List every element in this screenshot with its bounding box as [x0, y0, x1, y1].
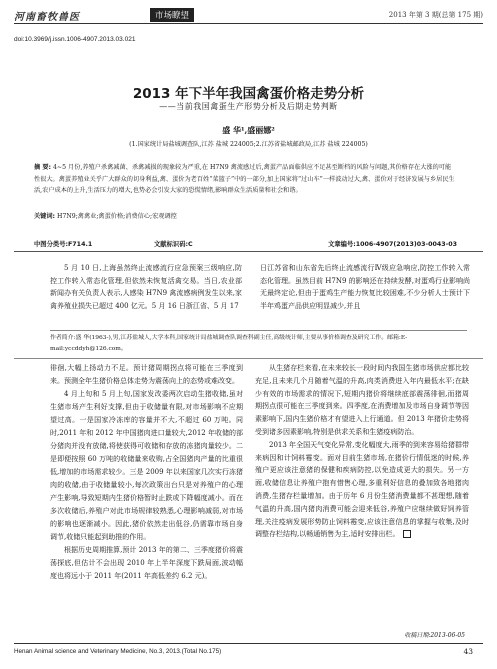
paragraph: 5 月 10 日,上海虽然终止流感流行应急预案三级响应,防控工作转入常态化管理,但依然未恢复活禽交易。当日,农业部新闻办有关负责人表示,人感染 H7N9 禽流感病例发生以来,家禽养殖业损失已超过 400 亿元。5 月 16 日浙江省、5 月 17	[50, 264, 242, 310]
paragraph: 徘徊,大幅上扬动力不足。预计猪周期拐点将可能在三季度到来。预测全年生猪价格总体走势为震荡向上的态势或难改变。	[50, 364, 243, 385]
affiliation: (1.国家统计局盐城调查队,江苏 盐城 224005;2.江苏省盐城邮政局,江苏 盐城 224005)	[129, 141, 368, 148]
divider	[14, 358, 483, 359]
author-note: 作者简介:盛 华(1963-),男,江苏盐城人,大学本科,国家统计局盐城调查队调查科副主任,高级统计师,主要从事价格调查及研究工作。邮箱:E-mail:yccddyh@126.com。	[50, 330, 467, 354]
page-number: 43	[463, 647, 473, 656]
paragraph: 根据历史周期推算,预计 2013 年的第二、三季度猪价将震荡探底,但估计不会出现 2010 年上半年深度下跌局面,波动幅度也将远小于 2011 年(2011 年高低差约 6.2 元)。	[50, 546, 243, 580]
keywords	[34, 211, 457, 220]
journal-name: 河南畜牧兽医	[14, 12, 80, 23]
paper-subtitle: ——当前我国禽蛋生产形势分析及后期走势判断	[159, 102, 338, 111]
paper-title: 2013 年下半年我国禽蛋价格走势分析	[132, 86, 365, 102]
divider	[14, 251, 483, 252]
doi: doi:10.3969/j.issn.1006-4907.2013.03.021	[14, 36, 136, 43]
paragraph: 从生猪存栏来看,在未来较长一段时间内我国生猪市场供应都比较充足,且未来几个月随着气温的升高,肉类消费进入年内最低水平;在缺少有效的市场需求的情况下,短期内猪价将继续底部震荡徘徊,而猪周期拐点很可能在三季度到来。四季度,在消费增加及市场自身调节等因素影响下,国内生猪价格才有望进入上行通道。但 2013 年猪价走势将受到诸多因素影响,特别是供求关系和生猪疫病防治。	[255, 364, 469, 436]
footer-rule	[14, 643, 483, 644]
end-mark-icon	[403, 530, 411, 538]
abstract	[34, 162, 457, 197]
abstract-label: 摘 要:	[34, 164, 52, 171]
abstract-text: 4~5 月份,养殖户杀禽减菌、杀禽减损的现象较为严重,在 H7N9 禽流感过后,禽蛋产品面临供应不足甚至断档的风险与问题,其价格存在大涨的可能性很大。禽蛋养殖业关乎广大群众的切身利益,禽、蛋价为老百姓“菜篮子”中的一部分,加上国家将“过山车”一样波动过大,禽、蛋价对于经济发展与乡居民生活,农户成本的上升,生活压力的增大,也势必会引发大家的恐慌情绪,影响群众生活质量和社会和谐。	[34, 164, 455, 195]
footer-citation: Henan Animal science and Veterinary Medicine, No.3, 2013.(Total No.175)	[14, 648, 222, 655]
article-number: 文章编号:1006-4907(2013)03-0043-03	[328, 241, 457, 248]
paragraph	[255, 439, 469, 541]
body-column-3	[50, 362, 243, 583]
issue-info: 2013 年第 3 期(总第 175 期)	[388, 11, 483, 19]
section-tag: 市场瞭望	[150, 8, 194, 22]
paragraph: 日江苏省和山东省先后终止流感流行Ⅳ级应急响应,防控工作转入常态化管理。虽然目前 H7N9 的影响还在持续发酵,对蛋鸡行业影响尚无最终定论,但由于蛋鸡生产能力恢复比较困难,不少分析人士预计下半年鸡蛋产品供应明显减少,并且	[260, 264, 470, 310]
body-column-4	[255, 362, 469, 541]
keywords-label: 关键词:	[34, 213, 56, 220]
body-column-1	[50, 262, 242, 312]
body-column-2	[260, 262, 470, 312]
received-date: 收稿日期:2013-06-05	[404, 632, 465, 639]
paragraph: 4 月上旬和 5 月上旬,国家发改委两次启动生猪收储,虽对生猪市场产生利好支撑,但由于收储量有限,对市场影响不应期望过高。一是国家冷冻库的容量并不大,不超过 60 万吨。同时,2011 年和 2012 年中国猪肉进口量较大,2012 年收储的部分猪肉并没有放储,将使获得可收储和存放的冻猪肉量较少。二是即便按照 60 万吨的收储量来收购,占全国猪肉产量的比重很低,增加的市场需求较少。三是 2009 年以来国家几次实行冻猪肉的收储,由于收储量较小,每次政策出台只是对养殖户的心理产生影响,导致短期内生猪价格暂时止跌或下降幅度减小。而在多次收储后,养殖户对此市场规律较熟悉,心理影响减弱,对市场的影响也逐渐减小。因此,猪价依然走出低谷,仍需靠市场自身调节,收储只能起到助推的作用。	[50, 390, 243, 541]
keywords-text: H7N9;禽禽业;禽蛋价格;消费信心;宏观调控	[57, 213, 177, 220]
clc-number: 中图分类号:F714.1	[34, 241, 93, 248]
authors: 盛 华¹,盛丽娜²	[222, 125, 275, 135]
document-code: 文献标识码:C	[154, 241, 193, 248]
paragraph-text: 2013 年全国天气变化异常,变化幅度大,雨季的到来容易给猪群带来病因和计饲料霉变。面对目前生猪市场,在猪价行情低迷的时候,养殖户更应该注意猪的保健和疾病防控,以免造成更大的损失。另一方面,收储信息让养殖户抱有惜售心理,多重利好信息的叠加致各地猪肉消费,生猪存栏量增加。由于历年 6 月份生猪消费量都不甚理想,随着气温的升高,国内猪肉消费可能会迎来低谷,养殖户应继续做好饲养管理,关注疫病发展形势防止饲料霉变,应该注意信息的掌握与收集,及时调整存栏结构,以畅通销售为主,适时安排出栏。	[255, 440, 469, 539]
header-rule	[14, 23, 483, 24]
